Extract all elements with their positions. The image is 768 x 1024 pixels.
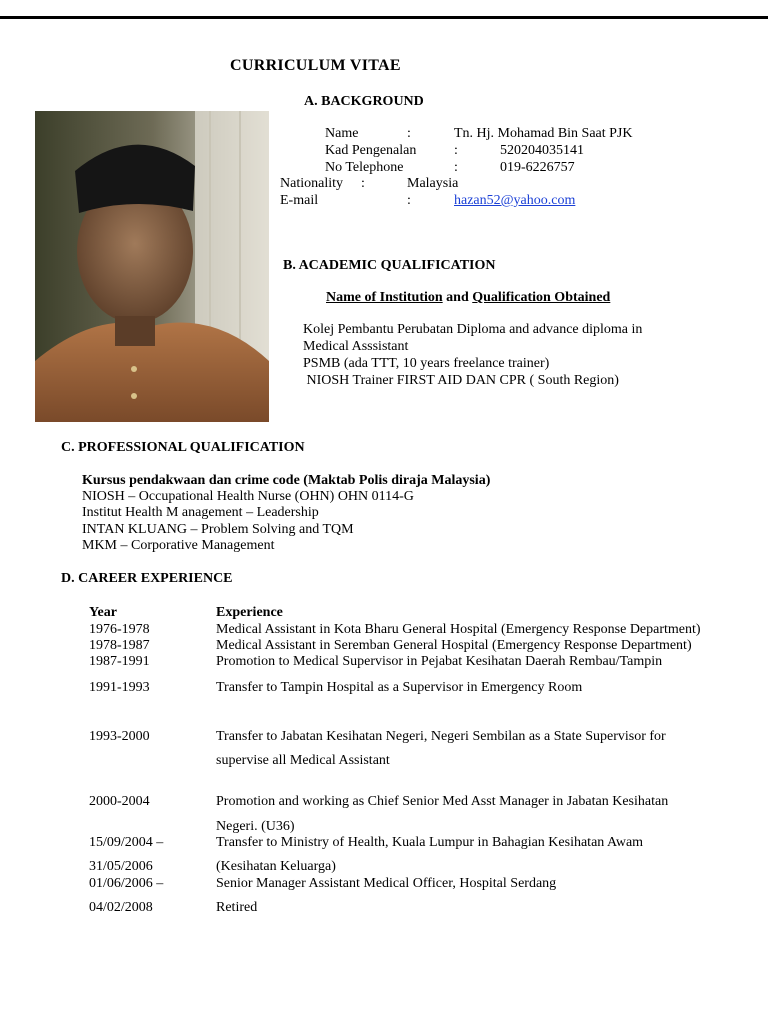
section-career-heading: D. CAREER EXPERIENCE bbox=[61, 571, 233, 586]
page-title: CURRICULUM VITAE bbox=[230, 57, 401, 74]
academic-line: PSMB (ada TTT, 10 years freelance trainer) bbox=[303, 356, 550, 371]
career-experience: Transfer to Ministry of Health, Kuala Lumpur in Bahagian Kesihatan Awam bbox=[216, 835, 644, 850]
career-experience: Negeri. (U36) bbox=[216, 819, 295, 834]
name-label: Name bbox=[325, 126, 359, 141]
email-label: E-mail bbox=[280, 193, 319, 208]
academic-subheading bbox=[326, 290, 610, 306]
professional-line: INTAN KLUANG – Problem Solving and TQM bbox=[82, 522, 354, 537]
kad-label: Kad Pengenalan bbox=[325, 143, 417, 158]
career-experience: Transfer to Tampin Hospital as a Supervisor in Emergency Room bbox=[216, 680, 583, 695]
career-experience: Retired bbox=[216, 900, 258, 915]
institution-label: Name of Institution bbox=[326, 290, 443, 305]
career-experience: (Kesihatan Keluarga) bbox=[216, 859, 336, 874]
telephone-separator: : bbox=[454, 160, 458, 175]
career-year: 1978-1987 bbox=[89, 638, 150, 653]
career-year: 1993-2000 bbox=[89, 729, 150, 744]
career-experience: Medical Assistant in Seremban General Hospital (Emergency Response Department) bbox=[216, 638, 692, 653]
career-experience: Promotion and working as Chief Senior Med Asst Manager in Jabatan Kesihatan bbox=[216, 794, 669, 809]
career-year-header: Year bbox=[89, 605, 117, 620]
career-year: 31/05/2006 bbox=[89, 859, 153, 874]
nationality-separator: : bbox=[361, 176, 365, 191]
telephone-value: 019-6226757 bbox=[500, 160, 575, 175]
and-label: and bbox=[442, 290, 473, 305]
section-academic-heading: B. ACADEMIC QUALIFICATION bbox=[283, 258, 496, 273]
name-value: Tn. Hj. Mohamad Bin Saat PJK bbox=[454, 126, 633, 141]
professional-line: NIOSH – Occupational Health Nurse (OHN) OHN 0114-G bbox=[82, 489, 414, 504]
career-year: 1987-1991 bbox=[89, 654, 150, 669]
kad-separator: : bbox=[454, 143, 458, 158]
career-experience: Transfer to Jabatan Kesihatan Negeri, Negeri Sembilan as a State Supervisor for bbox=[216, 729, 666, 744]
nationality-label: Nationality bbox=[280, 176, 343, 191]
professional-line: Institut Health M anagement – Leadership bbox=[82, 505, 319, 520]
career-experience: Medical Assistant in Kota Bharu General Hospital (Emergency Response Department) bbox=[216, 622, 701, 637]
section-background-heading: A. BACKGROUND bbox=[304, 94, 424, 109]
top-rule bbox=[0, 16, 768, 19]
academic-line: NIOSH Trainer FIRST AID DAN CPR ( South Region) bbox=[303, 373, 619, 388]
qualification-label: Qualification Obtained bbox=[472, 290, 611, 305]
kad-value: 520204035141 bbox=[500, 143, 584, 158]
name-separator: : bbox=[407, 126, 411, 141]
career-experience: Senior Manager Assistant Medical Officer, Hospital Serdang bbox=[216, 876, 557, 891]
professional-line: MKM – Corporative Management bbox=[82, 538, 275, 553]
telephone-label: No Telephone bbox=[325, 160, 404, 175]
section-professional-heading: C. PROFESSIONAL QUALIFICATION bbox=[61, 440, 305, 455]
career-year: 04/02/2008 bbox=[89, 900, 153, 915]
career-year: 15/09/2004 – bbox=[89, 835, 164, 850]
career-year: 1991-1993 bbox=[89, 680, 150, 695]
email-link[interactable]: hazan52@yahoo.com bbox=[454, 193, 576, 208]
profile-photo bbox=[35, 111, 269, 422]
career-year: 1976-1978 bbox=[89, 622, 150, 637]
career-experience-header: Experience bbox=[216, 605, 283, 620]
nationality-value: Malaysia bbox=[407, 176, 459, 191]
career-experience: Promotion to Medical Supervisor in Pejabat Kesihatan Daerah Rembau/Tampin bbox=[216, 654, 663, 669]
career-year: 01/06/2006 – bbox=[89, 876, 164, 891]
career-experience: supervise all Medical Assistant bbox=[216, 753, 390, 768]
academic-line: Medical Asssistant bbox=[303, 339, 409, 354]
email-separator: : bbox=[407, 193, 411, 208]
academic-line: Kolej Pembantu Perubatan Diploma and advance diploma in bbox=[303, 322, 643, 337]
career-year: 2000-2004 bbox=[89, 794, 150, 809]
professional-line: Kursus pendakwaan dan crime code (Maktab Polis diraja Malaysia) bbox=[82, 473, 491, 488]
